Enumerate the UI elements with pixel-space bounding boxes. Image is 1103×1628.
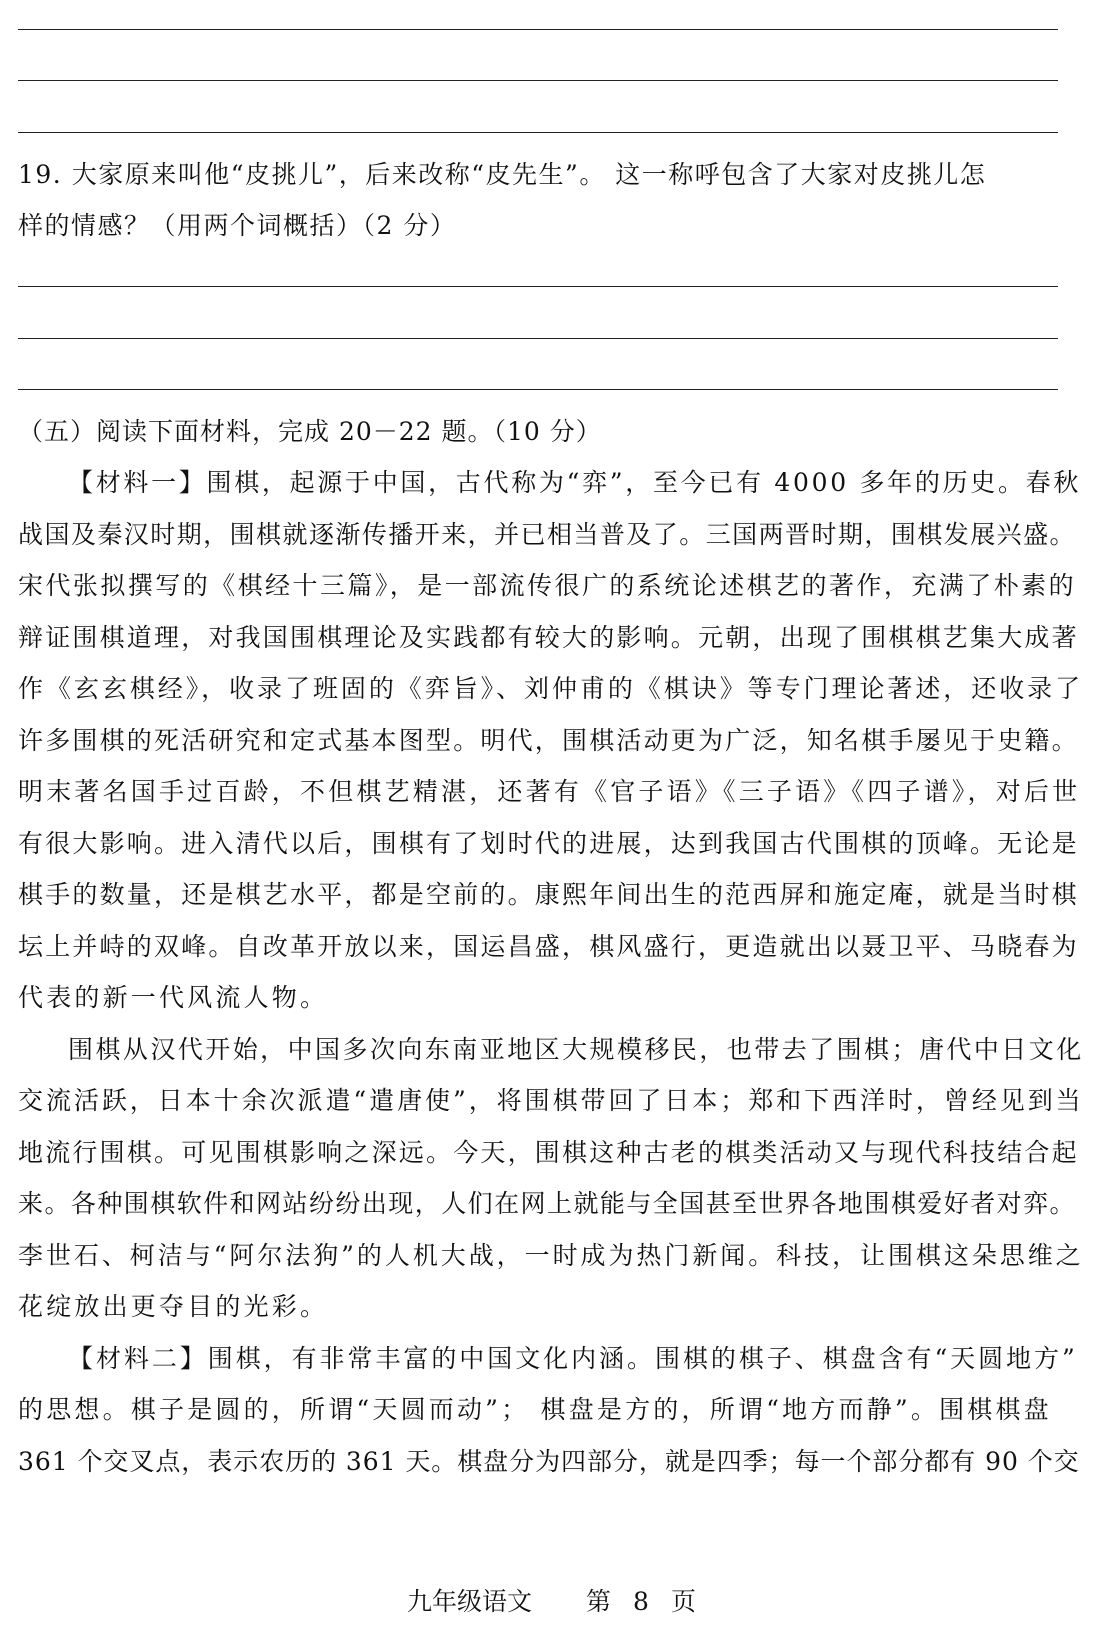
passage-line: 坛上并峙的双峰。自改革开放以来，国运昌盛，棋风盛行，更造就出以聂卫平、马晓春为	[18, 932, 1079, 961]
answer-line	[18, 389, 1058, 390]
passage-line: 李世石、柯洁与“阿尔法狗”的人机大战，一时成为热门新闻。科技，让围棋这朵思维之	[18, 1241, 1084, 1270]
section-heading: （五）阅读下面材料，完成 20－22 题。（10 分）	[18, 417, 602, 446]
passage-line: 来。各种围棋软件和网站纷纷出现，人们在网上就能与全国甚至世界各地围棋爱好者对弈。	[18, 1189, 1077, 1218]
page-footer	[0, 1586, 1103, 1618]
passage-line: 辩证围棋道理，对我国围棋理论及实践都有较大的影响。元朝，出现了围棋棋艺集大成著	[18, 623, 1079, 652]
passage-line: 作《玄玄棋经》，收录了班固的《弈旨》、刘仲甫的《棋诀》等专门理论著述，还收录了	[18, 674, 1084, 703]
answer-line	[18, 132, 1058, 133]
passage-line: 围棋从汉代开始，中国多次向东南亚地区大规模移民，也带去了围棋；唐代中日文化	[68, 1035, 1084, 1064]
footer-page-number: 8	[633, 1587, 649, 1616]
passage-line: 宋代张拟撰写的《棋经十三篇》，是一部流传很广的系统论述棋艺的著作，充满了朴素的	[18, 571, 1077, 600]
footer-page-suffix: 页	[670, 1587, 696, 1616]
answer-line	[18, 286, 1058, 287]
passage-line: 地流行围棋。可见围棋影响之深远。今天，围棋这种古老的棋类活动又与现代科技结合起	[18, 1138, 1079, 1167]
answer-line	[18, 338, 1058, 339]
passage-line: 交流活跃，日本十余次派遣“遣唐使”，将围棋带回了日本；郑和下西洋时，曾经见到当	[18, 1086, 1084, 1115]
passage-line: 361 个交叉点，表示农历的 361 天。棋盘分为四部分，就是四季；每一个部分都有 90 个交	[18, 1447, 1080, 1476]
question-19-text: 样的情感？（用两个词概括）（2 分）	[18, 211, 457, 240]
question-19-text: 19. 大家原来叫他“皮挑儿”，后来改称“皮先生”。 这一称呼包含了大家对皮挑儿怎	[18, 160, 987, 189]
passage-line: 的思想。棋子是圆的，所谓“天圆而动”； 棋盘是方的，所谓“地方而静”。围棋棋盘	[18, 1395, 1052, 1424]
answer-line	[18, 80, 1058, 81]
footer-grade-subject: 九年级语文	[407, 1587, 533, 1616]
passage-line: 有很大影响。进入清代以后，围棋有了划时代的进展，达到我国古代围棋的顶峰。无论是	[18, 829, 1079, 858]
passage-line: 花绽放出更夺目的光彩。	[18, 1292, 329, 1321]
passage-line: 【材料一】围棋，起源于中国，古代称为“弈”，至今已有 4000 多年的历史。春秋	[68, 468, 1082, 497]
passage-line: 战国及秦汉时期，围棋就逐渐传播开来，并已相当普及了。三国两晋时期，围棋发展兴盛。	[18, 520, 1077, 549]
passage-line: 棋手的数量，还是棋艺水平，都是空前的。康熙年间出生的范西屏和施定庵，就是当时棋	[18, 880, 1079, 909]
passage-line: 代表的新一代风流人物。	[18, 983, 329, 1012]
passage-line: 明末著名国手过百龄，不但棋艺精湛，还著有《官子语》《三子语》《四子谱》，对后世	[18, 777, 1081, 806]
footer-page-prefix: 第	[586, 1587, 612, 1616]
answer-line	[18, 29, 1058, 30]
passage-line: 许多围棋的死活研究和定式基本图型。明代，围棋活动更为广泛，知名棋手屡见于史籍。	[18, 726, 1079, 755]
passage-line: 【材料二】围棋，有非常丰富的中国文化内涵。围棋的棋子、棋盘含有“天圆地方”	[68, 1344, 1078, 1373]
